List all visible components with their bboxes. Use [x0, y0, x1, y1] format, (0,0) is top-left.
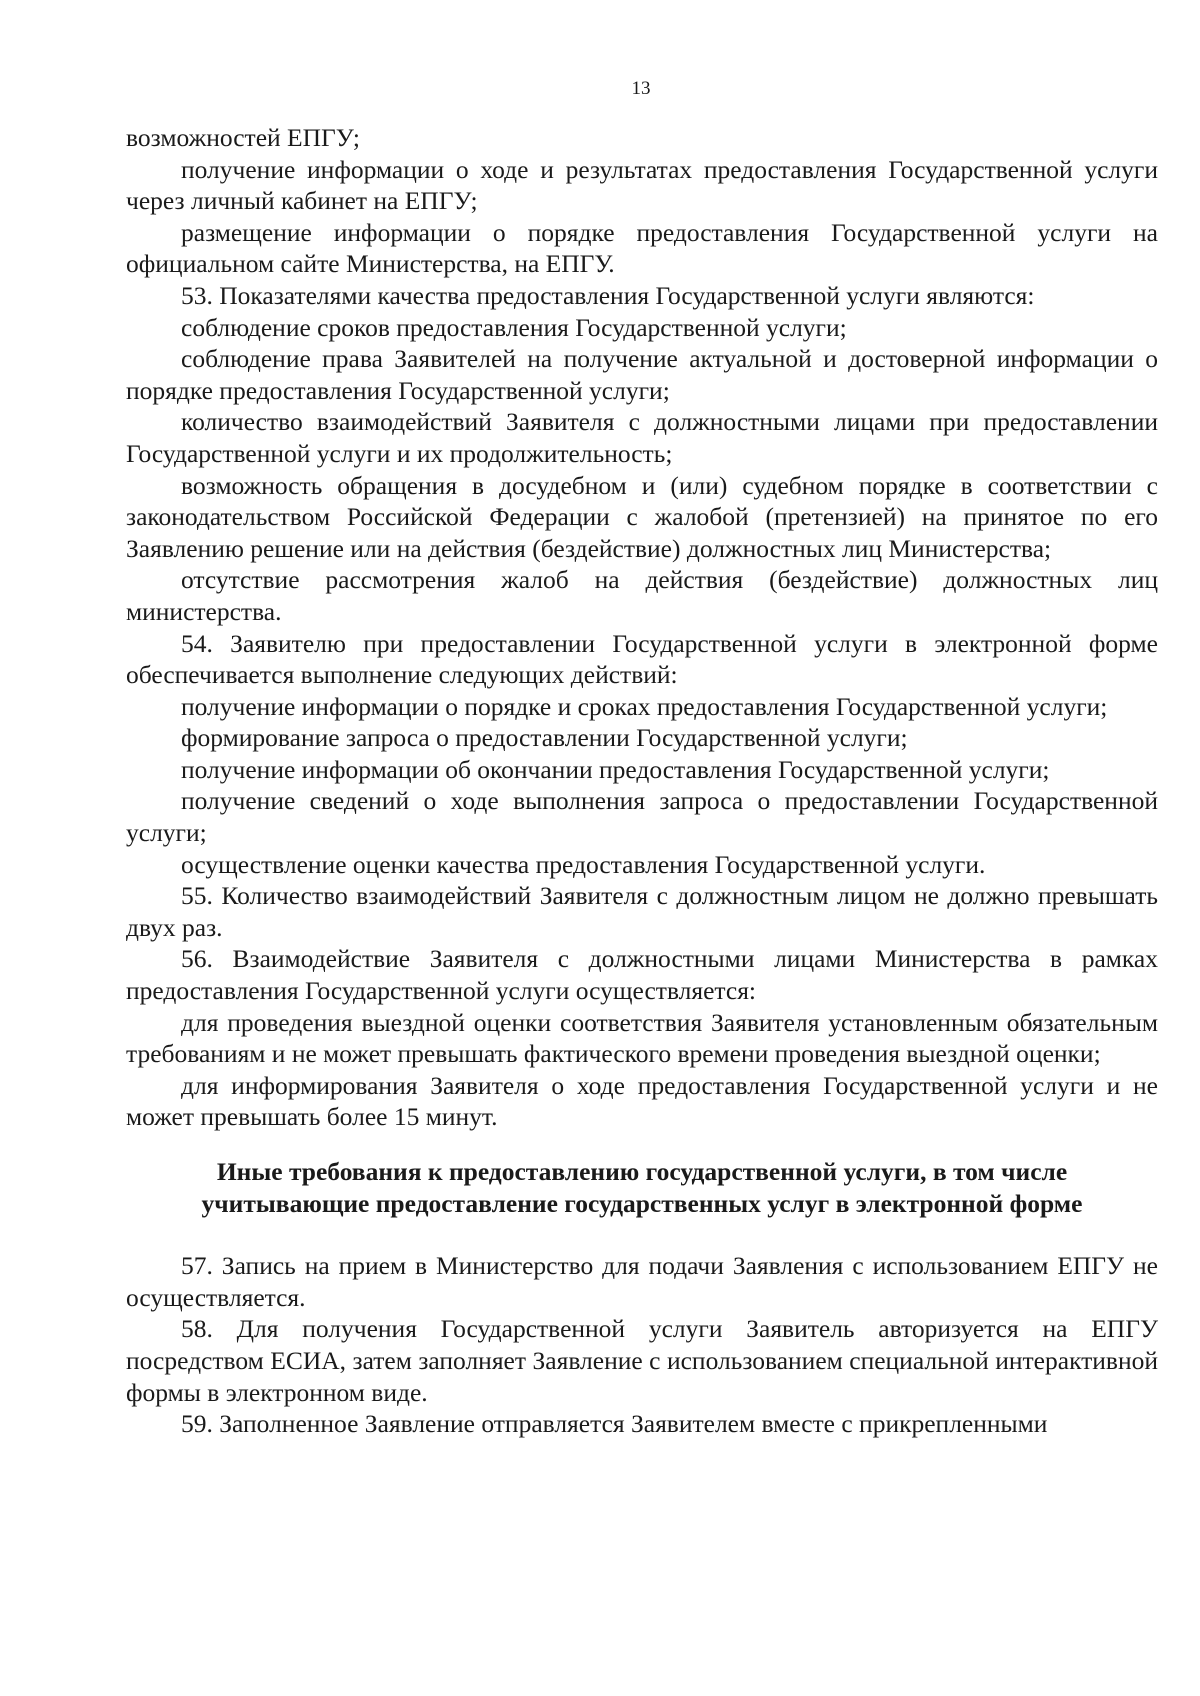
section-heading	[126, 1133, 1158, 1250]
paragraph: возможностей ЕПГУ;	[126, 123, 360, 152]
paragraph: получение информации о ходе и результатах предоставления Государственной услуги через личный кабинет на ЕПГУ;	[126, 154, 1158, 216]
paragraph: 57. Запись на прием в Министерство для подачи Заявления с использованием ЕПГУ не осуществляется.	[126, 1251, 1158, 1312]
paragraph: получение информации об окончании предоставления Государственной услуги;	[181, 754, 1050, 784]
paragraph: для проведения выездной оценки соответствия Заявителя установленным обязательным требованиям и не может превышать фактического времени проведения выездной оценки;	[126, 1007, 1158, 1069]
paragraph: количество взаимодействий Заявителя с должностными лицами при предоставлении Государственной услуги и их продолжительность;	[126, 407, 1158, 468]
paragraph: 54. Заявителю при предоставлении Государственной услуги в электронной форме обеспечивается выполнение следующих действий:	[126, 628, 1158, 690]
section-heading-line: Иные требования к предоставлению государственной услуги, в том числе	[216, 1157, 1068, 1186]
paragraph: формирование запроса о предоставлении Государственной услуги;	[181, 723, 908, 753]
paragraph: 53. Показателями качества предоставления Государственной услуги являются:	[181, 280, 1035, 310]
paragraph: 58. Для получения Государственной услуги Заявитель авторизуется на ЕПГУ посредством ЕСИА, затем заполняет Заявление с использованием специальной интерактивной формы в электронном виде.	[126, 1314, 1158, 1407]
paragraph: 59. Заполненное Заявление отправляется Заявителем вместе с прикрепленными	[181, 1409, 1048, 1439]
paragraph: отсутствие рассмотрения жалоб на действия (бездействие) должностных лиц министерства.	[126, 565, 1158, 626]
document-body	[126, 122, 1158, 1440]
paragraph: 55. Количество взаимодействий Заявителя с должностным лицом не должно превышать двух раз.	[126, 881, 1158, 942]
paragraph: получение сведений о ходе выполнения запроса о предоставлении Государственной услуги;	[126, 786, 1158, 848]
paragraph: получение информации о порядке и сроках предоставления Государственной услуги;	[181, 691, 1108, 721]
section-heading-line: учитывающие предоставление государственных услуг в электронной форме	[201, 1188, 1083, 1218]
paragraph: размещение информации о порядке предоставления Государственной услуги на официальном сайте Министерства, на ЕПГУ.	[126, 217, 1158, 279]
page-number: 13	[631, 78, 651, 99]
paragraphs-before-heading	[126, 122, 1158, 1133]
paragraph: соблюдение права Заявителей на получение актуальной и достоверной информации о порядке предоставления Государственной услуги;	[126, 344, 1158, 405]
paragraphs-after-heading	[126, 1250, 1158, 1440]
paragraph: осуществление оценки качества предоставления Государственной услуги.	[181, 849, 986, 879]
paragraph: возможность обращения в досудебном и (или) судебном порядке в соответствии с законодательством Российской Федерации с жалобой (претензией) на принятое по его Заявлению решение или на действия (бездействие) должностных лиц Министерства;	[126, 470, 1158, 563]
paragraph: 56. Взаимодействие Заявителя с должностными лицами Министерства в рамках предоставления Государственной услуги осуществляется:	[126, 944, 1158, 1006]
paragraph: для информирования Заявителя о ходе предоставления Государственной услуги и не может превышать более 15 минут.	[126, 1070, 1158, 1132]
paragraph: соблюдение сроков предоставления Государственной услуги;	[181, 312, 847, 342]
